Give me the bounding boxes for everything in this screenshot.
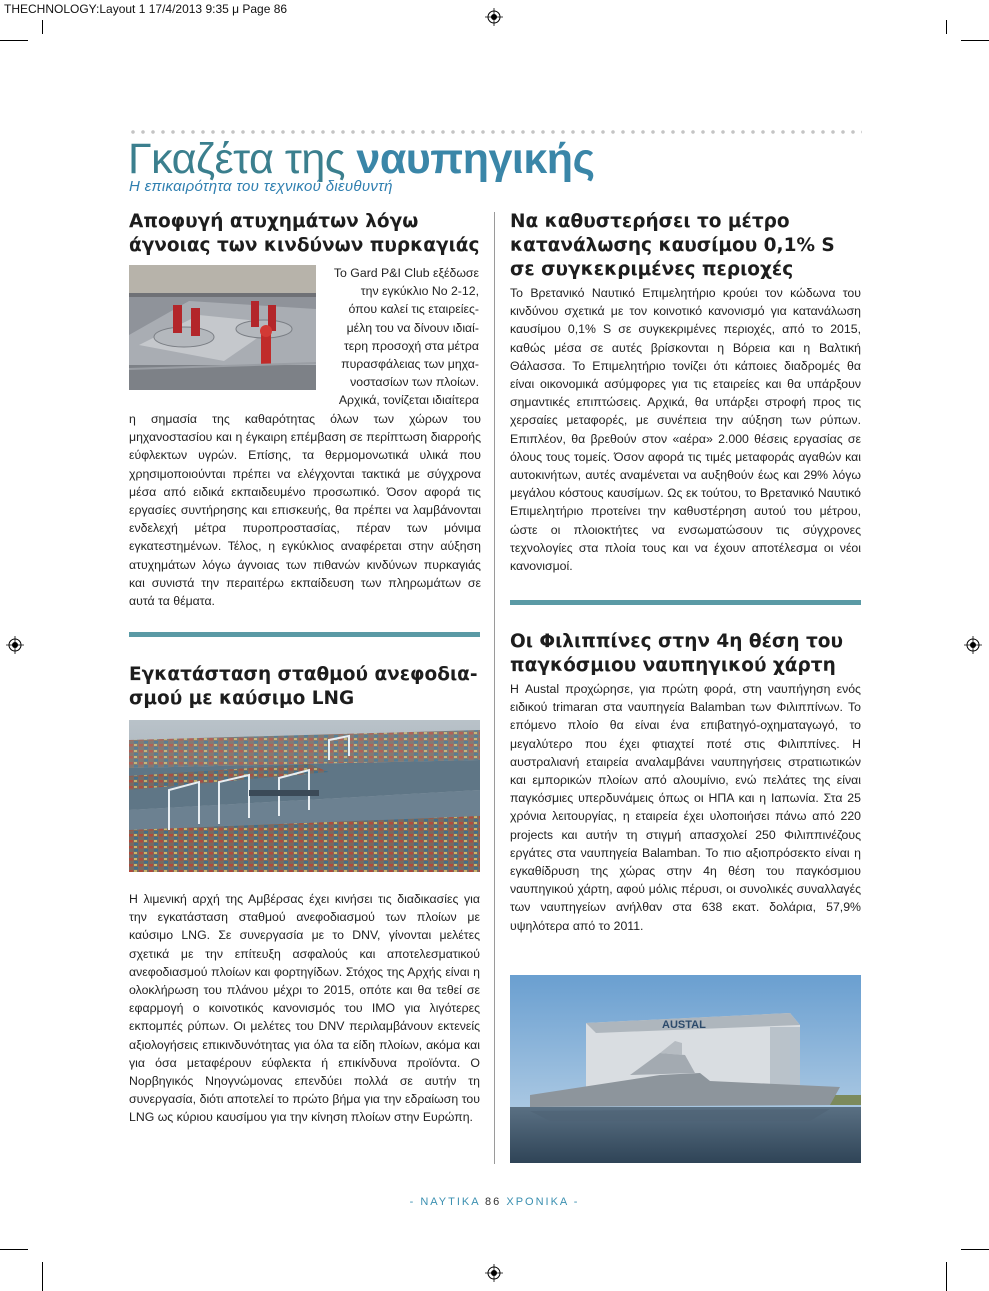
- wrap-line: μέλη του να δίνουν ιδιαί-: [346, 320, 479, 335]
- article-body: Το Βρετανικό Ναυτικό Επιμελητήριο κρούει τον κώδωνα του κινδύνου σχετικά με τον κοινοτικό κανονισμό για κατανάλωση καυσίμου 0,1% S σε συγκεκριμένες περιοχές, από το 2015, καθώς μέσα σε αυτές βρίσκονται η Βόρεια και η Βαλτική Θάλασσα. Το Επιμελητήριο τονίζει ότι κάποιες διαδρομές θα είναι οικονομικά ασύμφορες για τις εταιρείες και θα υπάρξουν σημαντικές επιπτώσεις. Αρχικά, θα υπάρξει στροφή προς τις χερσαίες μεταφορές, με συνέπεια την αύξηση των ρύπων. Επιπλέον, θα βρεθούν στον «αέρα» 2.000 θέσεις εργασίας σε όλους τους τομείς. Όσον αφορά τις τιμές μεταφοράς αγαθών και αυτοκινήτων, αυτές αναμένεται να αυξηθούν έως και 29% λόγω μεγάλου κόστους καυσίμων. Ως εκ τούτου, το Βρετανικό Ναυτικό Επιμελητήριο προτείνει την καθυστέρηση αυτού του μέτρου, ώστε οι πλοιοκτήτες να ενσωματώσουν τις σύγχρονες τεχνολογίες στα πλοία τους και να έχουν αποτέλεσμα οι νέοι κανονισμοί.: [510, 286, 861, 574]
- wrap-line: νοστασίων των πλοίων.: [350, 375, 479, 390]
- article-headline: [129, 210, 489, 258]
- article-body: Η λιμενική αρχή της Αμβέρσας έχει κινήσει τις διαδικασίες για την εγκατάσταση σταθμού ανεφοδιασμού των πλοίων με καύσιμο LNG. Σε συνεργασία με το DNV, γίνονται μελέτες σχετικά με την επίτευξη ασφαλούς και αποτελεσματικού ανεφοδιασμού πλοίων και φορτηγίδων. Στόχος της Αρχής είναι η ολοκλήρωση του πλάνου μέχρι το 2015, οπότε και θα τεθεί σε εφαρμογή ο κοινοτικός κανονισμός του ΙΜΟ για λιγότερες εκπομπές ρύπων. Οι μελέτες του DNV περιλαμβάνουν εκτενείς αξιολογήσεις επικινδυνότητας για όλα τα είδη πλοίων, ακόμα και για όσα μεταφέρουν εύφλεκτα ή επικίνδυνα προϊόντα. Ο Νορβηγικός Νηογνώμονας επενδύει πολλά σε αυτήν τη συνεργασία, διότι αποτελεί το πρώτο βήμα για την εδραίωση του LNG ως κύριου καυσίμου για την κίνηση πλοίων στην Ευρώπη.: [129, 892, 480, 1125]
- wrap-line: την εγκύκλιο Νο 2-12,: [360, 284, 479, 299]
- crop-mark: [0, 1249, 28, 1250]
- registration-mark-icon: [964, 636, 982, 654]
- registration-mark-icon: [485, 1264, 503, 1282]
- wrap-line: πυρασφάλειας των μηχα-: [341, 357, 479, 372]
- wrap-line: τερη προσοχή στα μέτρα: [343, 338, 479, 353]
- slug-line: THECHNOLOGY:Layout 1 17/4/2013 9:35 μ Page 86: [4, 2, 288, 16]
- engine-room-photo: [129, 265, 316, 390]
- article-wrap-text: [324, 264, 479, 410]
- crop-mark: [0, 40, 28, 41]
- masthead-title-bold: ναυπηγικής: [356, 135, 595, 183]
- section-rule: [129, 632, 480, 637]
- page-number: 86: [485, 1196, 502, 1208]
- headline-line: Να καθυστερήσει το μέτρο: [510, 211, 790, 232]
- headline-line: σε συγκεκριμένες περιοχές: [510, 259, 794, 280]
- footer-right: ΧΡΟΝΙΚΑ -: [501, 1196, 580, 1208]
- crop-mark: [42, 20, 43, 34]
- registration-mark-icon: [485, 8, 503, 26]
- port-antwerp-photo: [129, 720, 480, 872]
- austal-sign: AUSTAL: [662, 1019, 706, 1031]
- headline-line: κατανάλωσης καυσίμου 0,1% S: [510, 235, 835, 256]
- article-headline: [129, 663, 489, 711]
- austal-ship-photo: [510, 975, 861, 1163]
- crop-mark: [961, 1249, 989, 1250]
- footer-left: - ΝΑΥΤΙΚΑ: [409, 1196, 486, 1208]
- article-headline: [510, 210, 870, 282]
- headline-line: παγκόσμιου ναυπηγικού χάρτη: [510, 655, 836, 676]
- headline-line: Εγκατάσταση σταθμού ανεφοδια-: [129, 664, 478, 685]
- column-divider: [494, 212, 495, 1164]
- registration-mark-icon: [6, 636, 24, 654]
- headline-line: Αποφυγή ατυχημάτων λόγω: [129, 211, 419, 232]
- crop-mark: [42, 1262, 43, 1291]
- headline-line: σμού με καύσιμο LNG: [129, 688, 355, 709]
- wrap-line: Το Gard P&I Club εξέδωσε: [333, 266, 479, 280]
- headline-line: Οι Φιλιππίνες στην 4η θέση του: [510, 631, 843, 652]
- wrap-line: όπου καλεί τις εταιρείες-: [348, 302, 479, 317]
- headline-line: άγνοιας των κινδύνων πυρκαγιάς: [129, 235, 480, 256]
- crop-mark: [961, 40, 989, 41]
- article-body: η σημασία της καθαρότητας όλων των χώρων του μηχανοστασίου και η έγκαιρη επέμβαση σε περίπτωση διαρροής εύφλεκτων υγρών. Επίσης, τα θερμομονωτικά υλικά που χρησιμοποιούνται πρέπει να ελέγχονται τακτικά με σύγχρονα μέσα από ειδικά εκπαιδευμένο προσωπικό. Όσον αφορά τις εργασίες συντήρησης και επισκευής, θα πρέπει να λαμβάνονται ενδελεχή μέτρα πυροπροστασίας, πέραν των μόνιμα εγκατεστημένων. Τέλος, η εγκύκλιος αναφέρεται στην αύξηση ατυχημάτων λόγω άγνοιας των πιθανών κινδύνων πυρκαγιάς και συνιστά την περαιτέρω εκπαίδευση των πληρωμάτων σε αυτά τα θέματα.: [129, 412, 481, 609]
- article-body: Η Austal προχώρησε, για πρώτη φορά, στη ναυπήγηση ενός ειδικού trimaran στα ναυπηγεία Balamban των Φιλιππίνων. Το επόμενο πλοίο θα είναι ένα επιβατηγό-οχηματαγωγό, το μεγαλύτερο που έχει φτιαχτεί ποτέ στις Φιλιππίνες. Η αυστραλιανή εταιρεία αναλαμβάνει ναυπηγήσεις στρατιωτικών και εμπορικών πλοίων από αλουμίνιο, ενώ πελάτες της είναι παγκόσμιες υπερδυνάμεις όπως οι ΗΠΑ και η Ιαπωνία. Στα 25 χρόνια λειτουργίας, η εταιρεία έχει υλοποιήσει πάνω από 220 projects και αυτήν τη στιγμή απασχολεί 250 Φιλιππινέζους εργάτες στα ναυπηγεία Balamban. Το πιο αξιοπρόσεκτο είναι η εγκαθίδρυση της χώρας στην 4η θέση του παγκόσμιου ναυπηγικού χάρτη, αφού μόλις πέρυσι, οι συνολικές συναλλαγές των ναυπηγείων ανήλθαν στα 638 εκατ. δολάρια, 57,9% υψηλότερα από το 2011.: [510, 682, 861, 933]
- masthead-title-thin: Γκαζέτα της: [128, 135, 357, 183]
- article-headline: [510, 630, 870, 678]
- masthead-title: [128, 136, 594, 182]
- masthead-subtitle: Η επικαιρότητα του τεχνικού διευθυντή: [129, 178, 393, 195]
- page-footer: [0, 1196, 989, 1208]
- section-rule: [510, 600, 861, 605]
- crop-mark: [946, 1262, 947, 1291]
- wrap-line: Αρχικά, τονίζεται ιδιαίτερα: [338, 393, 479, 408]
- crop-mark: [946, 20, 947, 34]
